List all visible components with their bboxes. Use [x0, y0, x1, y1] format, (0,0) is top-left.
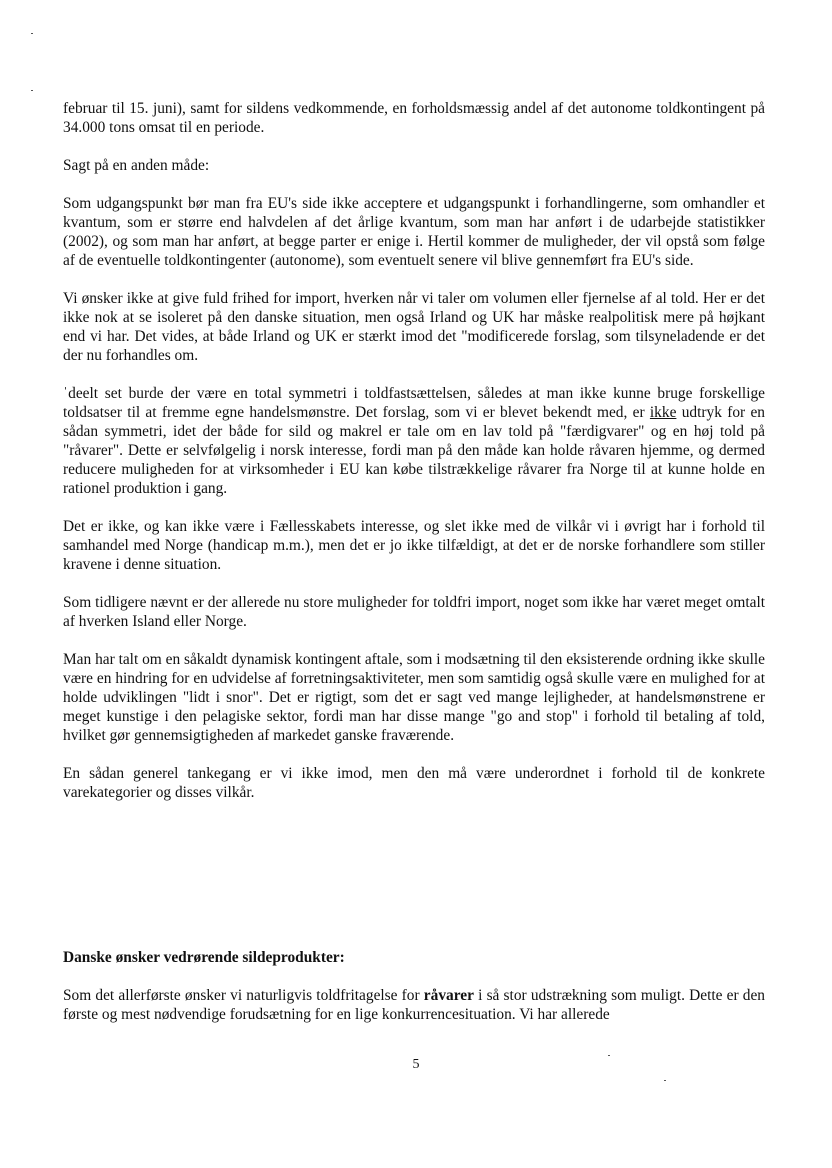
underlined-word: ikke — [649, 404, 677, 421]
scan-speck — [608, 1055, 610, 1056]
paragraph-2: Sagt på en anden måde: — [63, 157, 210, 174]
body-text-lower — [63, 948, 765, 1043]
scan-speck — [664, 1080, 666, 1081]
paragraph-3: Som udgangspunkt bør man fra EU's side ikke acceptere et udgangspunkt i forhandlingerne, som omhandler et kvantum, som er større end halvdelen af det årlige kvantum, som man har anført i de udarbejde statistikker (2002), og som man har anført, at begge parter er enige i. Hertil kommer de muligheder, der vil opstå som følge af de eventuelle toldkontingenter (autonome), som eventuelt senere vil blive gennemført fra EU's side. — [63, 195, 765, 269]
bold-word: råvarer — [423, 987, 474, 1004]
paragraph-10: Som det allerførste ønsker vi naturligvis toldfritagelse for råvarer i så stor udstrækning som muligt. Dette er den første og mest nødvendige forudsætning for en lige konkurrencesituation. Vi har allerede — [63, 987, 765, 1023]
paragraph-6: Det er ikke, og kan ikke være i Fællesskabets interesse, og slet ikke med de vilkår vi i øvrigt har i forhold til samhandel med Norge (handicap m.m.), men det er jo ikke tilfældigt, at det er de norske forhandlere som stiller kravene i denne situation. — [63, 518, 765, 573]
paragraph-9: En sådan generel tankegang er vi ikke imod, men den må være underordnet i forhold til de konkrete varekategorier og disses vilkår. — [63, 765, 765, 801]
paragraph-7: Som tidligere nævnt er der allerede nu store muligheder for toldfri import, noget som ikke har været meget omtalt af hverken Island eller Norge. — [63, 594, 765, 630]
paragraph-1: februar til 15. juni), samt for sildens vedkommende, en forholdsmæssig andel af det autonome toldkontingent på 34.000 tons omsat til en periode. — [63, 100, 765, 136]
page-number: 5 — [412, 1057, 420, 1072]
paragraph-4: Vi ønsker ikke at give fuld frihed for import, hverken når vi taler om volumen eller fjernelse af al told. Her er det ikke nok at se isoleret på den danske situation, men også Irland og UK har måske realpolitisk mere på højkant end vi har. Det vides, at både Irland og UK er stærkt imod det "modificerede forslag, som tilsyneladende er det der nu forhandles om. — [63, 290, 765, 364]
paragraph-8: Man har talt om en såkaldt dynamisk kontingent aftale, som i modsætning til den eksisterende ordning ikke skulle være en hindring for en udvidelse af forretningsaktiviteter, men som samtidig også skulle være en mulighed for at holde udviklingen "lidt i snor". Det er rigtigt, som det er sagt ved mange lejligheder, at handelsmønstrene er meget kunstige i den pelagiske sektor, fordi man har disse mange "go and stop" i forhold til betaling af told, hvilket gør gennemsigtigheden af markedet ganske fraværende. — [63, 651, 765, 744]
body-text-upper — [63, 99, 765, 821]
paragraph-5: ˈdeelt set burde der være en total symmetri i toldfastsættelsen, således at man ikke kunne bruge forskellige toldsatser til at fremme egne handelsmønstre. Det forslag, som vi er blevet bekendt med, er ikke udtryk for en sådan symmetri, idet der både for sild og makrel er tale om en lav told på "færdigvarer" og en høj told på "råvarer". Dette er selvfølgelig i norsk interesse, fordi man på den måde kan holde råvaren hjemme, og dermed reducere muligheden for at virksomheder i EU kan købe tilstrækkelige råvarer fra Norge til at kunne holde en rationel produktion i gang. — [63, 385, 765, 497]
section-heading: Danske ønsker vedrørende sildeprodukter: — [63, 949, 345, 966]
scan-speck — [31, 33, 33, 34]
scan-speck — [31, 90, 33, 91]
